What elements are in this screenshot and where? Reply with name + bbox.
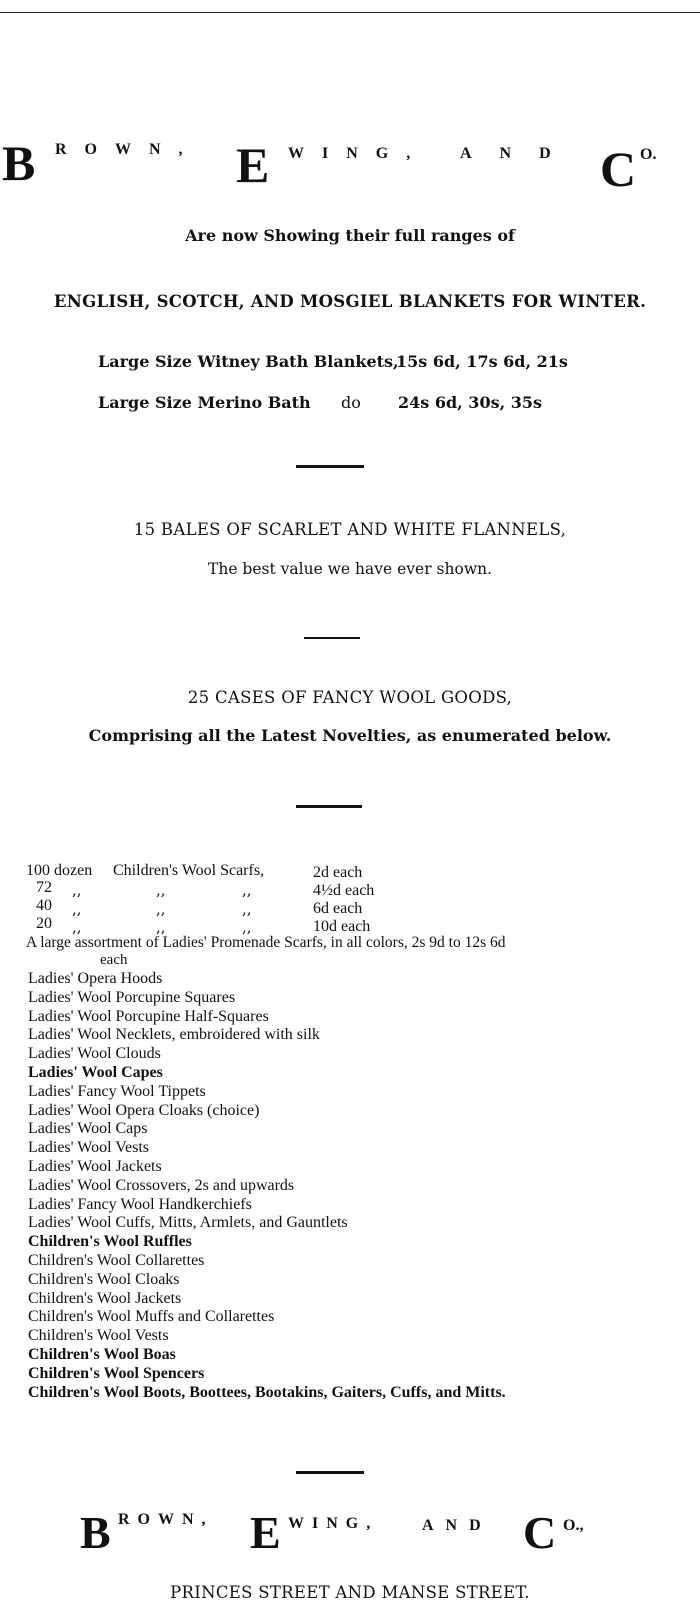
assortment-each: each [100, 952, 128, 968]
list-item: Ladies' Wool Cuffs, Mitts, Armlets, and Gauntlets [28, 1214, 348, 1232]
list-item: Ladies' Wool Clouds [28, 1045, 161, 1063]
assortment-line: A large assortment of Ladies' Promenade Scarfs, in all colors, 2s 9d to 12s 6d [26, 934, 506, 951]
masthead-initial-e: E [236, 137, 270, 193]
list-item: Ladies' Wool Porcupine Squares [28, 988, 236, 1006]
wool-items-list [28, 970, 688, 1402]
list-item: Children's Wool Collarettes [28, 1251, 205, 1269]
masthead-bottom-rest-wing: WING, [288, 1515, 379, 1532]
intro-text: Are now Showing their full ranges of [185, 226, 515, 245]
masthead-bottom-rest-rown: ROWN, [118, 1511, 214, 1528]
top-border-rule [0, 12, 700, 13]
masthead-bottom-initial-c: C [523, 1507, 557, 1558]
blanket-name-2: Large Size Merino Bath [98, 393, 311, 412]
scarf-ditto-3a: ,, [72, 900, 82, 918]
list-item: Children's Wool Spencers [28, 1364, 205, 1382]
list-item: Children's Wool Jackets [28, 1289, 182, 1307]
masthead-initial-c: C [600, 141, 637, 197]
list-item: Ladies' Wool Jackets [28, 1157, 162, 1175]
list-item: Ladies' Wool Necklets, embroidered with silk [28, 1026, 320, 1044]
masthead-rest-rown: ROWN, [55, 141, 201, 158]
blanket-prices-1: 15s 6d, 17s 6d, 21s [396, 352, 568, 371]
blanket-prices-2: 24s 6d, 30s, 35s [398, 393, 542, 412]
scarf-ditto-3b: ,, [156, 900, 166, 918]
heading-flannels: 15 BALES OF SCARLET AND WHITE FLANNELS, [133, 520, 567, 539]
list-item: Ladies' Fancy Wool Tippets [28, 1082, 206, 1100]
list-item: Children's Wool Vests [28, 1327, 169, 1345]
scarf-price-2: 4½d each [313, 882, 375, 899]
scarf-item-1: Children's Wool Scarfs, [113, 862, 265, 879]
masthead-bottom-initial-e: E [250, 1507, 281, 1558]
list-item: Ladies' Wool Capes [28, 1063, 163, 1081]
list-item: Ladies' Opera Hoods [28, 970, 163, 987]
scarf-price-3: 6d each [313, 900, 363, 917]
list-item: Ladies' Wool Opera Cloaks (choice) [28, 1101, 260, 1119]
list-item: Ladies' Wool Crossovers, 2s and upwards [28, 1176, 295, 1194]
scarf-price-4: 10d each [313, 918, 371, 935]
heading-wool-goods: 25 CASES OF FANCY WOOL GOODS, [187, 688, 513, 707]
scarf-qty-1: 100 dozen [26, 862, 93, 879]
list-item: Children's Wool Ruffles [28, 1233, 192, 1251]
list-item: Ladies' Wool Caps [28, 1120, 148, 1138]
masthead-bottom-rest-o: O., [563, 1517, 584, 1534]
divider-rule-4 [296, 1471, 364, 1474]
scarf-qty-2: 72 [36, 879, 52, 896]
list-item: Children's Wool Boas [28, 1345, 176, 1363]
divider-rule-3 [296, 805, 362, 808]
masthead-rest-o: O. [640, 146, 657, 163]
blanket-name-1: Large Size Witney Bath Blankets, [98, 352, 399, 371]
scarf-ditto-4b: ,, [156, 918, 166, 936]
masthead-initial-b: B [2, 135, 36, 191]
heading-blankets: ENGLISH, SCOTCH, AND MOSGIEL BLANKETS FOR WINTER. [53, 292, 647, 311]
scarf-ditto-2c: ,, [242, 881, 252, 899]
scarf-qty-4: 20 [36, 915, 52, 932]
blanket-ditto-2: do [341, 393, 361, 412]
scarf-ditto-4a: ,, [72, 918, 82, 936]
scarf-ditto-4c: ,, [242, 918, 252, 936]
wool-subtext: Comprising all the Latest Novelties, as enumerated below. [88, 726, 612, 745]
address-line: PRINCES STREET AND MANSE STREET. [170, 1583, 530, 1602]
masthead-bottom-initial-b: B [80, 1507, 111, 1558]
list-item: Ladies' Wool Porcupine Half-Squares [28, 1007, 269, 1025]
scarf-qty-3: 40 [36, 897, 52, 914]
masthead-bottom [0, 1507, 700, 1570]
list-item: Ladies' Wool Vests [28, 1139, 149, 1157]
list-item: Children's Wool Cloaks [28, 1270, 180, 1288]
divider-rule-2 [304, 637, 360, 639]
scarf-ditto-2a: ,, [72, 881, 82, 899]
list-item: Children's Wool Muffs and Collarettes [28, 1308, 275, 1326]
masthead-bottom-and: AND [422, 1517, 493, 1534]
flannels-subtext: The best value we have ever shown. [208, 560, 492, 578]
scarf-price-1: 2d each [313, 864, 363, 881]
scarf-ditto-3c: ,, [242, 900, 252, 918]
list-item: Children's Wool Boots, Boottees, Bootakins, Gaiters, Cuffs, and Mitts. [28, 1383, 506, 1401]
masthead-rest-wing: WING, [288, 145, 429, 162]
divider-rule-1 [296, 465, 364, 468]
masthead-and: AND [460, 145, 579, 162]
scarf-ditto-2b: ,, [156, 881, 166, 899]
masthead-top [0, 135, 700, 198]
list-item: Ladies' Fancy Wool Handkerchiefs [28, 1195, 252, 1213]
